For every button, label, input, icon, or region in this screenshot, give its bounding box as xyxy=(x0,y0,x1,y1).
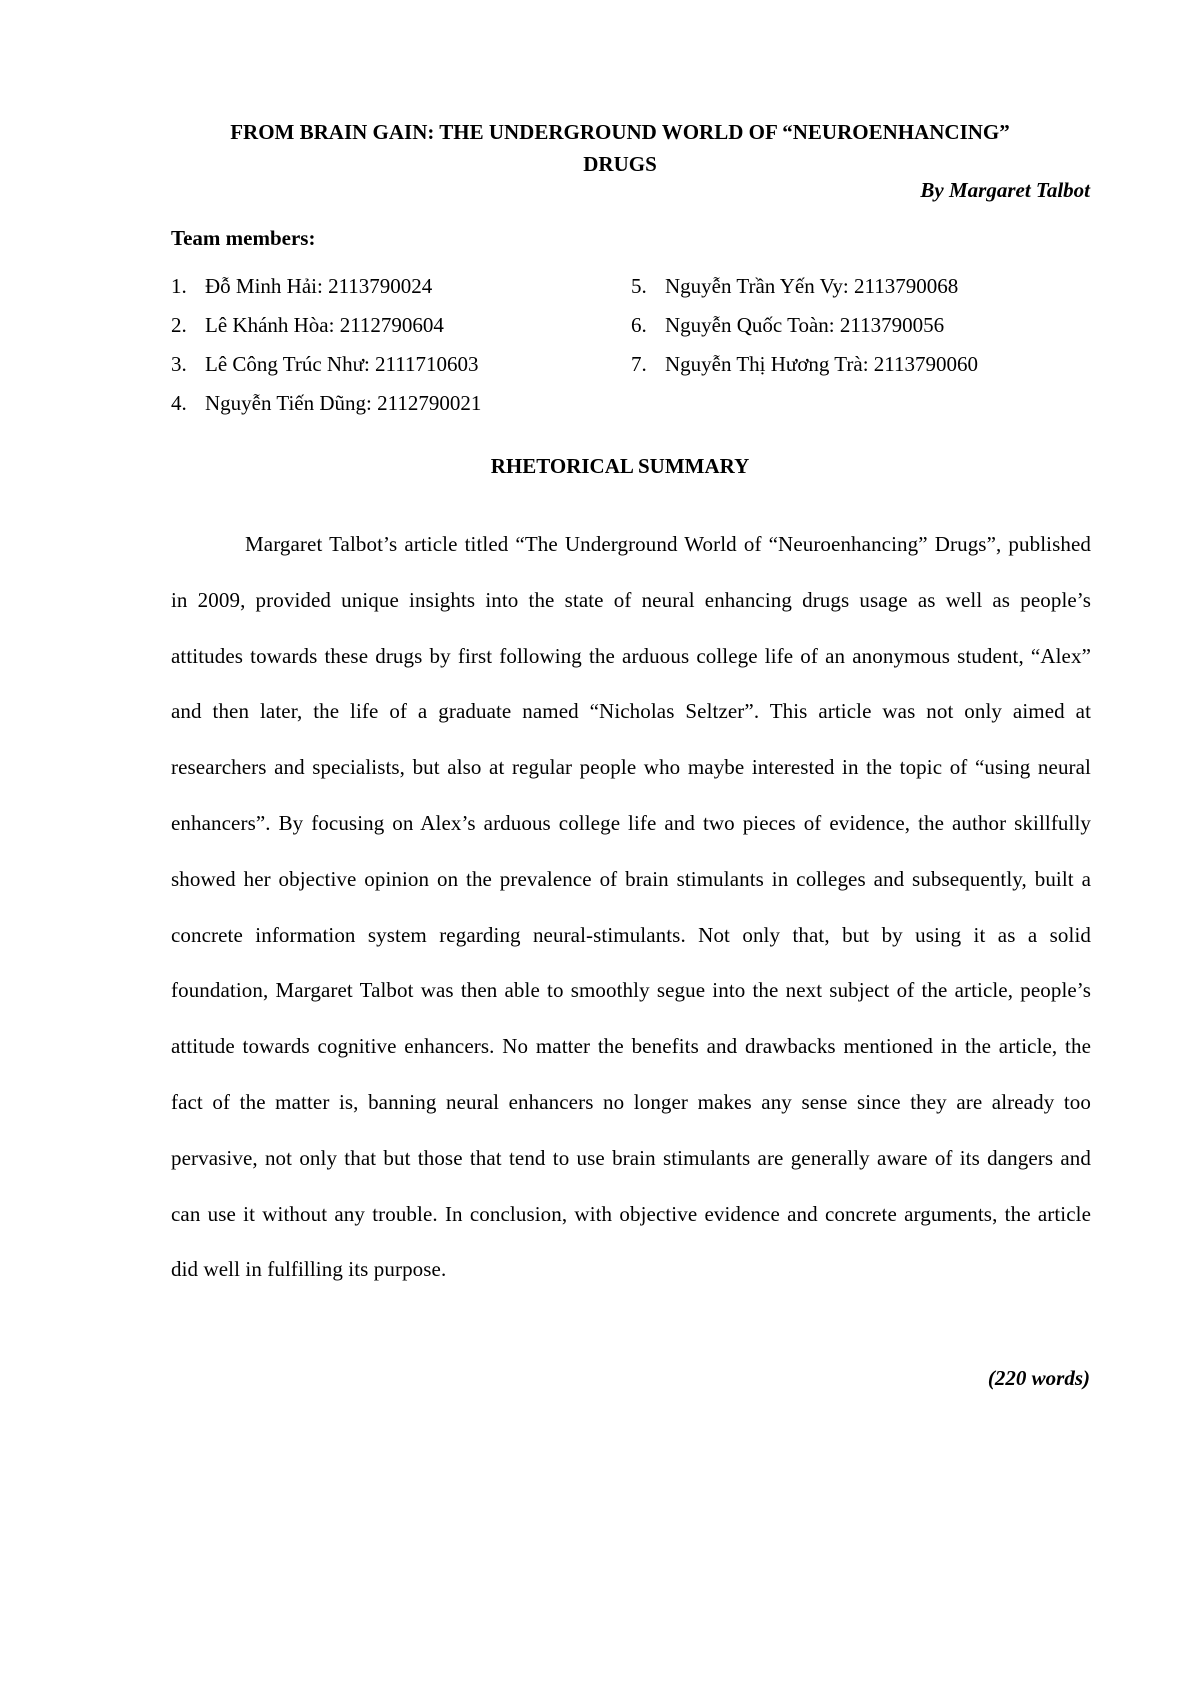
document-title-line-1: FROM BRAIN GAIN: THE UNDERGROUND WORLD OF “NEUROENHANCING” xyxy=(230,120,1010,144)
team-member-3 xyxy=(171,352,479,377)
rhetorical-summary-heading: RHETORICAL SUMMARY xyxy=(490,454,750,478)
author-byline: By Margaret Talbot xyxy=(920,178,1090,202)
member-name: Nguyễn Tiến Dũng: 2112790021 xyxy=(205,391,482,415)
member-number: 3. xyxy=(171,352,187,376)
member-name: Nguyễn Quốc Toàn: 2113790056 xyxy=(665,313,945,337)
team-member-5 xyxy=(631,274,958,299)
member-number: 1. xyxy=(171,274,187,298)
member-number: 5. xyxy=(631,274,647,298)
member-number: 2. xyxy=(171,313,187,337)
member-number: 4. xyxy=(171,391,187,415)
team-members-heading: Team members: xyxy=(171,226,316,250)
member-name: Nguyễn Thị Hương Trà: 2113790060 xyxy=(665,352,979,376)
summary-paragraph: Margaret Talbot’s article titled “The Underground World of “Neuroenhancing” Drugs”, published in 2009, provided unique insights into the state of neural enhancing drugs usage as well as people’s attitudes towards these drugs by first following the arduous college life of an anonymous student, “Alex” and then later, the life of a graduate named “Nicholas Seltzer”. This article was not only aimed at researchers and specialists, but also at regular people who maybe interested in the topic of “using neural enhancers”. By focusing on Alex’s arduous college life and two pieces of evidence, the author skillfully showed her objective opinion on the prevalence of brain stimulants in colleges and subsequently, built a concrete information system regarding neural-stimulants. Not only that, but by using it as a solid foundation, Margaret Talbot was then able to smoothly segue into the next subject of the article, people’s attitude towards cognitive enhancers. No matter the benefits and drawbacks mentioned in the article, the fact of the matter is, banning neural enhancers no longer makes any sense since they are already too pervasive, not only that but those that tend to use brain stimulants are generally aware of its dangers and can use it without any trouble. In conclusion, with objective evidence and concrete arguments, the article did well in fulfilling its purpose. xyxy=(171,532,1091,1282)
member-name: Lê Công Trúc Như: 2111710603 xyxy=(205,352,479,376)
team-member-2 xyxy=(171,313,444,338)
team-members-list xyxy=(171,274,1091,444)
document-title-line-2: DRUGS xyxy=(583,152,657,176)
member-name: Lê Khánh Hòa: 2112790604 xyxy=(205,313,444,337)
member-name: Nguyễn Trần Yến Vy: 2113790068 xyxy=(665,274,959,298)
team-member-7 xyxy=(631,352,978,377)
word-count: (220 words) xyxy=(987,1366,1090,1390)
member-number: 7. xyxy=(631,352,647,376)
member-number: 6. xyxy=(631,313,647,337)
team-member-1 xyxy=(171,274,432,299)
team-member-4 xyxy=(171,391,481,416)
member-name: Đỗ Minh Hải: 2113790024 xyxy=(205,274,433,298)
team-member-6 xyxy=(631,313,944,338)
